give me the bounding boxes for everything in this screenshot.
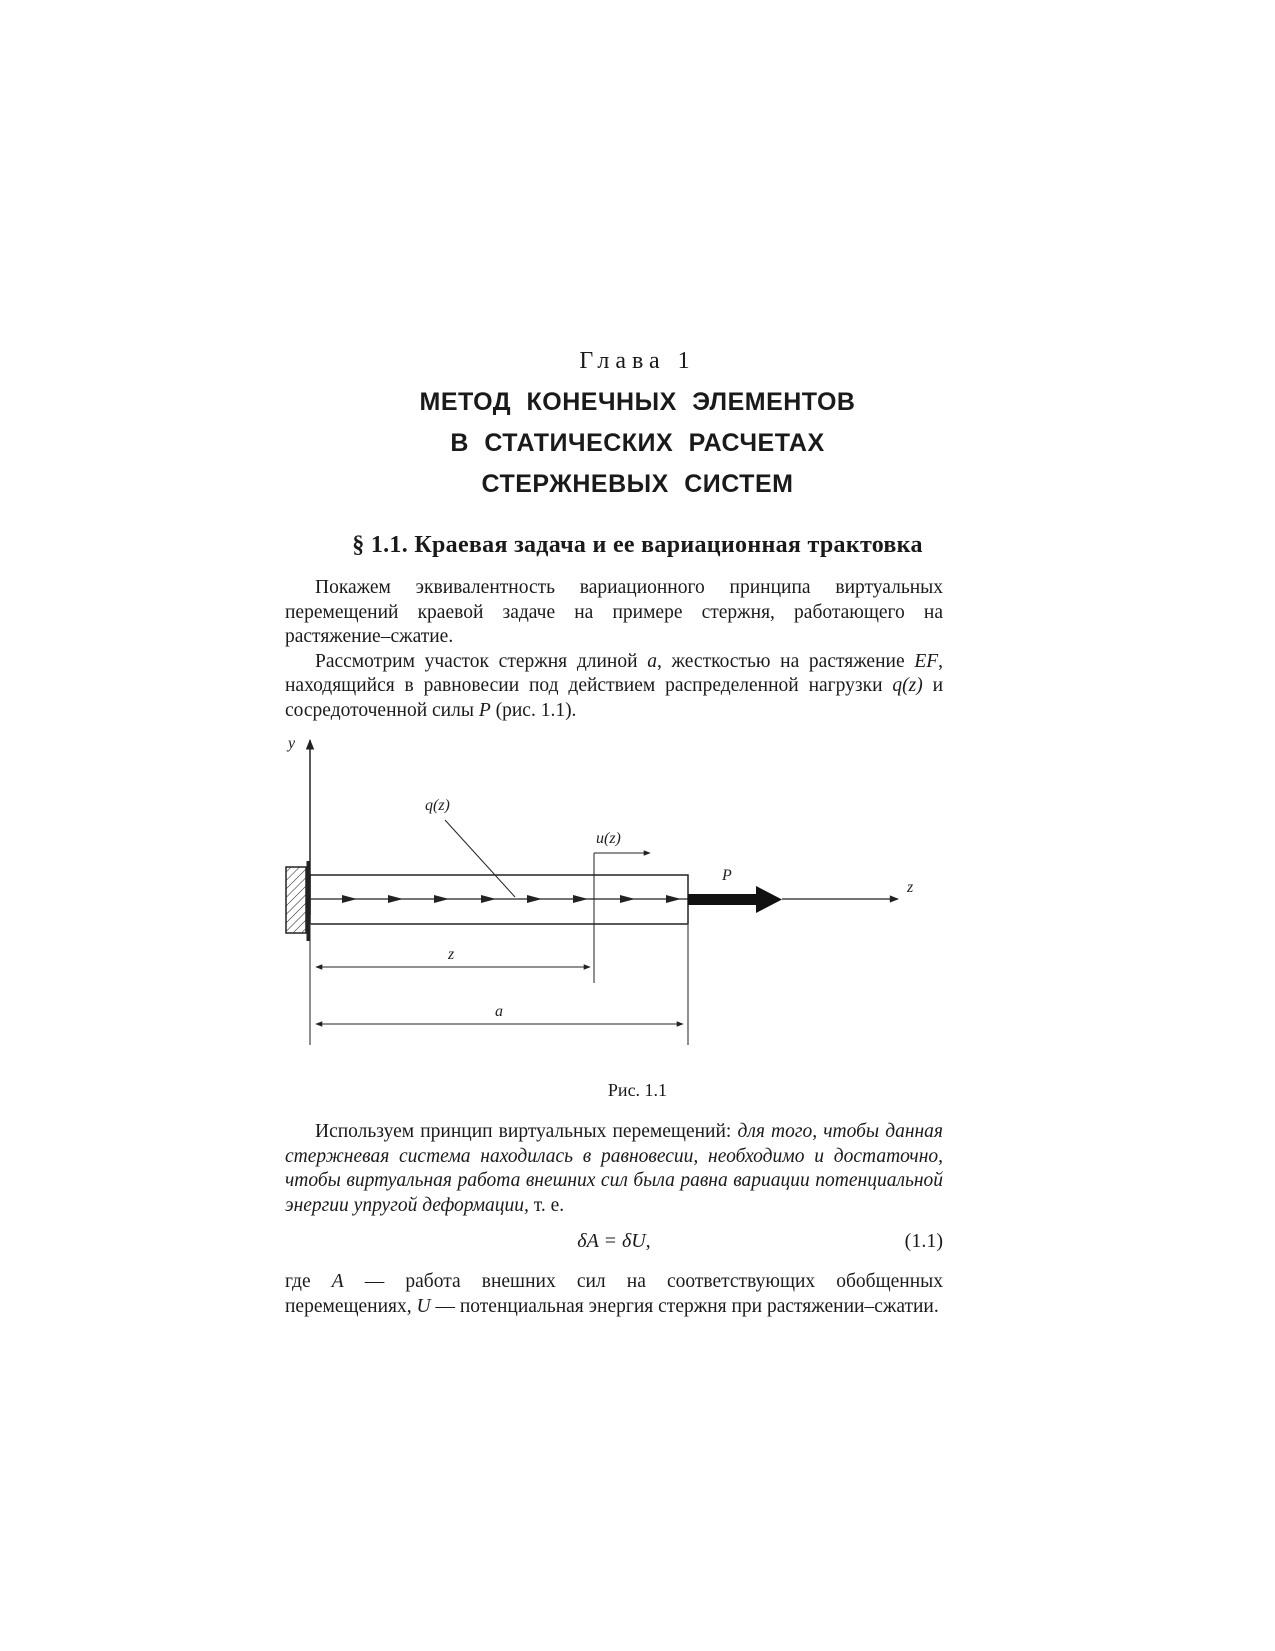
p4-text-1: где <box>285 1271 332 1292</box>
chapter-title-line-2: В СТАТИЧЕСКИХ РАСЧЕТАХ <box>450 429 825 457</box>
equation-body: δA = δU, <box>577 1230 651 1252</box>
load-arrow <box>620 895 635 903</box>
force-label: P <box>722 867 732 884</box>
load-arrow <box>342 895 357 903</box>
p4-math-u: U <box>416 1295 431 1317</box>
principle-text <box>285 1120 943 1218</box>
intro-text <box>285 576 943 723</box>
p2-math-p: P <box>478 699 491 721</box>
p3-text-1: Используем принцип виртуальных перемещений: <box>315 1121 738 1142</box>
p2-math-a: a <box>647 650 657 672</box>
load-arrow <box>527 895 542 903</box>
paragraph-2 <box>285 650 943 724</box>
p4-math-a: A <box>331 1271 344 1292</box>
p3-text-2: т. е. <box>528 1194 565 1216</box>
p2-text-2: , жесткостью на растяжение <box>656 650 915 672</box>
load-arrow <box>666 895 681 903</box>
beam-diagram <box>270 735 940 1055</box>
z-axis-label: z <box>907 879 914 896</box>
dim-z-label: z <box>448 946 455 963</box>
load-label: q(z) <box>425 797 450 814</box>
definitions-text <box>285 1270 943 1319</box>
p3-italic: для того, чтобы данная стержневая система находилась в равновесии, необходимо и достаточно, чтобы виртуальная работа внешних сил была равна вариации потенциальной энергии упругой деформации, <box>285 1121 943 1216</box>
displacement-label: u(z) <box>596 830 621 847</box>
p4-text-2: — работа внешних сил на соответствующих обобщенных перемещениях, <box>285 1271 943 1317</box>
load-arrow <box>434 895 449 903</box>
p2-text-5: (рис. 1.1). <box>490 699 577 721</box>
equation-number: (1.1) <box>904 1230 943 1252</box>
y-axis-label: y <box>288 735 296 752</box>
p2-text-3: , находящийся в равновесии под действием распределенной нагрузки <box>285 650 944 696</box>
paragraph-4 <box>285 1270 943 1319</box>
load-arrow <box>388 895 403 903</box>
chapter-title-line-1: МЕТОД КОНЕЧНЫХ ЭЛЕМЕНТОВ <box>419 388 856 416</box>
p2-text-1: Рассмотрим участок стержня длиной <box>315 650 648 672</box>
p2-math-ef: EF <box>914 650 939 672</box>
dim-a-label: a <box>495 1003 503 1020</box>
p2-math-qz: q(z) <box>892 675 923 696</box>
force-shaft <box>688 894 758 905</box>
paragraph-3 <box>285 1120 943 1218</box>
load-arrow <box>481 895 496 903</box>
chapter-title <box>0 382 1275 505</box>
figure-caption: Рис. 1.1 <box>607 1080 668 1100</box>
chapter-title-line-3: СТЕРЖНЕВЫХ СИСТЕМ <box>481 470 794 498</box>
paragraph-1: Покажем эквивалентность вариационного принципа виртуальных перемещений краевой задаче на примере стержня, работающего на растяжение–сжатие. <box>285 577 943 647</box>
section-title: § 1.1. Краевая задача и ее вариационная трактовка <box>352 532 923 558</box>
wall-support <box>286 867 306 933</box>
chapter-label: Глава 1 <box>579 348 696 374</box>
load-arrow <box>573 895 588 903</box>
p2-text-4: и сосредоточенной силы <box>285 675 944 721</box>
force-arrowhead <box>756 886 782 913</box>
p4-text-3: — потенциальная энергия стержня при растяжении–сжатии. <box>430 1295 939 1317</box>
load-leader-line <box>445 820 515 897</box>
equation-1-1 <box>285 1230 943 1256</box>
figure-1-1 <box>270 735 940 1060</box>
